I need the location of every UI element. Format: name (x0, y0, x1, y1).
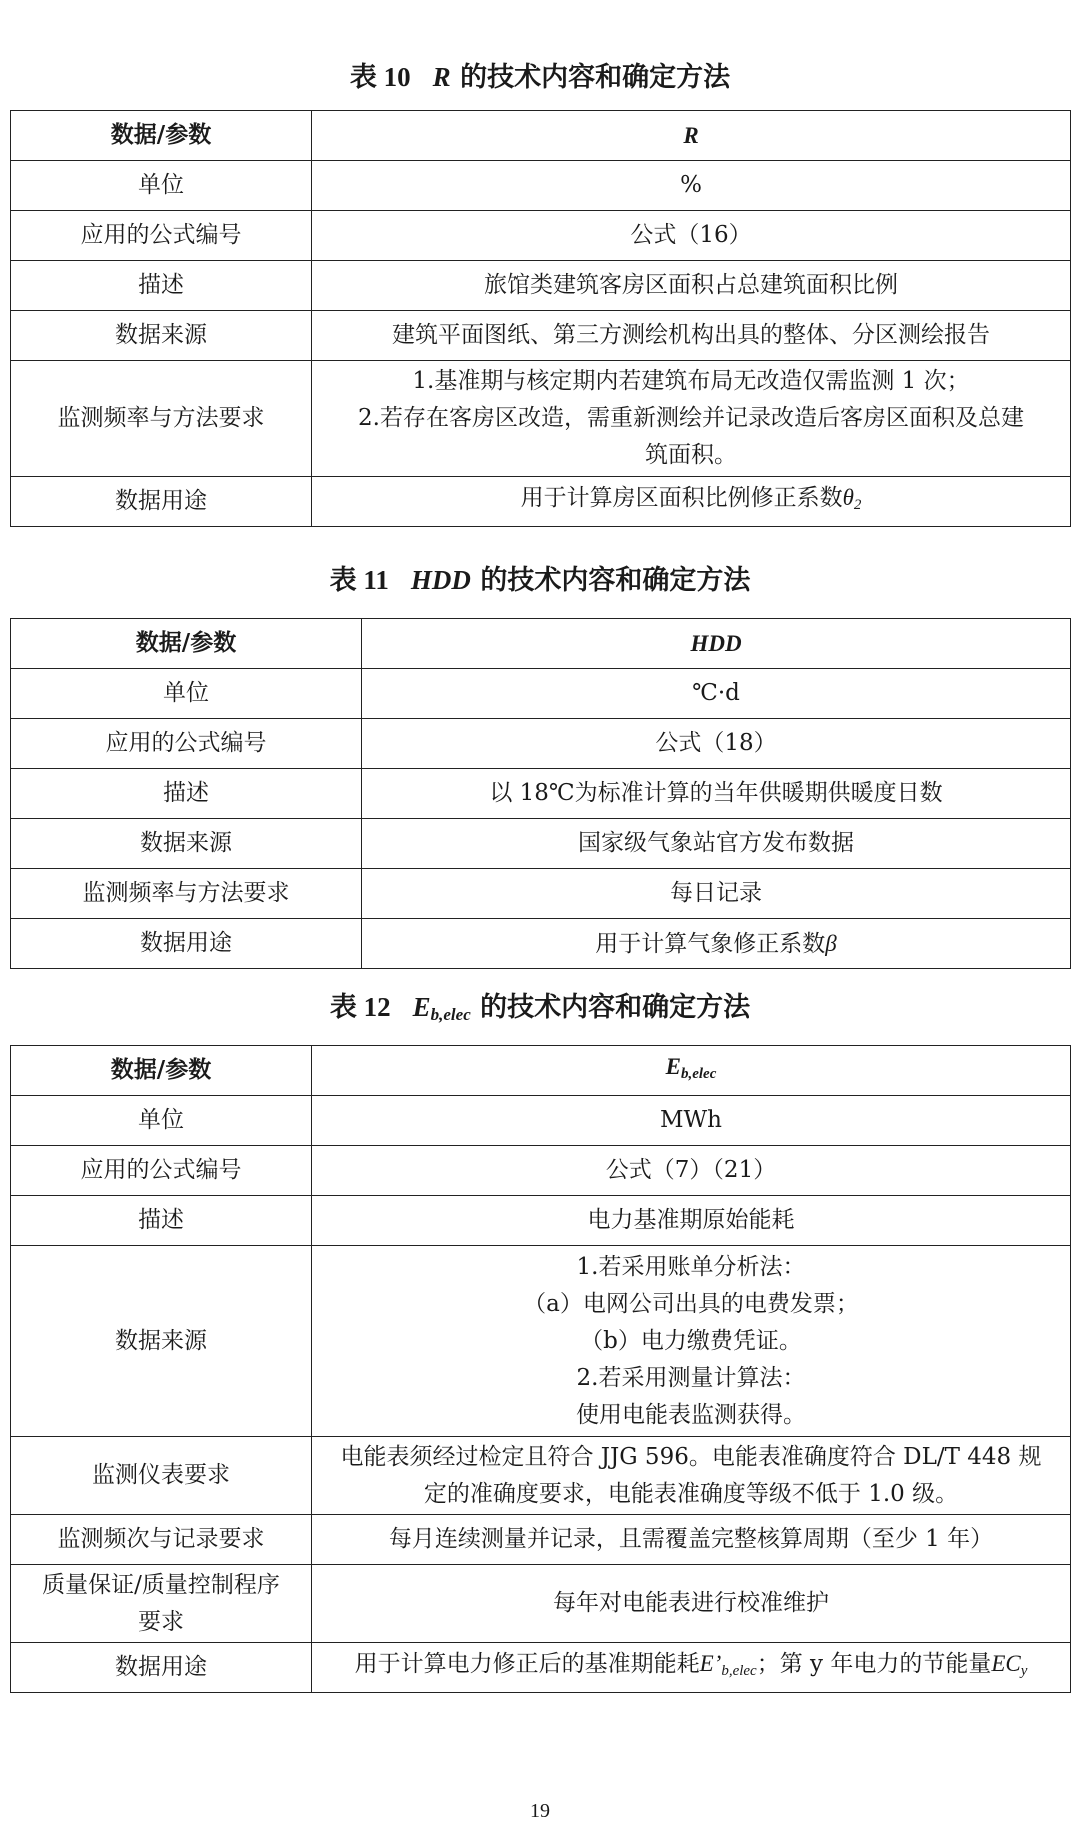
row-value: 国家级气象站官方发布数据 (362, 819, 1071, 869)
table-row-header (11, 1046, 1071, 1096)
row-label: 数据用途 (11, 919, 362, 969)
row-label: 应用的公式编号 (11, 719, 362, 769)
table-10-caption: 表 10 R 的技术内容和确定方法 (349, 62, 731, 93)
page-number: 19 (530, 1800, 550, 1822)
row-value: 用于计算房区面积比例修正系数$\theta_2$ (312, 477, 1071, 527)
row-label: 数据来源 (11, 311, 312, 361)
row-value: 旅馆类建筑客房区面积占总建筑面积比例 (312, 261, 1071, 311)
header-label: 数据/参数 (11, 619, 362, 669)
table-row (11, 477, 1071, 527)
table-12-caption: 表 12 $E_{b,elec}$ 的技术内容和确定方法 (329, 992, 751, 1024)
row-value: 电力基准期原始能耗 (312, 1196, 1071, 1246)
row-value: % (312, 161, 1071, 211)
header-symbol: R (312, 111, 1071, 161)
row-value: 公式（7）（21） (312, 1146, 1071, 1196)
table-row (11, 261, 1071, 311)
table-row (11, 1565, 1071, 1643)
row-value: MWh (312, 1096, 1071, 1146)
row-value: 1.若采用账单分析法： （a）电网公司出具的电费发票； （b）电力缴费凭证。 2.若采用测量计算法： 使用电能表监测获得。 (312, 1246, 1071, 1437)
table-row (11, 361, 1071, 477)
row-label: 描述 (11, 769, 362, 819)
row-label: 监测仪表要求 (11, 1437, 312, 1515)
table-row (11, 869, 1071, 919)
table-row (11, 1515, 1071, 1565)
table-row (11, 1146, 1071, 1196)
row-value: 用于计算电力修正后的基准期能耗$E’_{b,elec}$；第 y 年电力的节能量$EC_y$ (312, 1643, 1071, 1693)
table-row (11, 719, 1071, 769)
table-row (11, 161, 1071, 211)
row-value: 以 18℃为标准计算的当年供暖期供暖度日数 (362, 769, 1071, 819)
table-10 (10, 110, 1071, 527)
row-label: 数据来源 (11, 1246, 312, 1437)
table-row-header (11, 111, 1071, 161)
table-row (11, 311, 1071, 361)
table-row (11, 769, 1071, 819)
table-row (11, 1196, 1071, 1246)
row-label: 应用的公式编号 (11, 211, 312, 261)
table-12 (10, 1045, 1071, 1693)
header-label: 数据/参数 (11, 111, 312, 161)
table-row (11, 1246, 1071, 1437)
row-label: 应用的公式编号 (11, 1146, 312, 1196)
row-label: 数据用途 (11, 477, 312, 527)
row-value: 建筑平面图纸、第三方测绘机构出具的整体、分区测绘报告 (312, 311, 1071, 361)
row-label: 监测频率与方法要求 (11, 869, 362, 919)
row-label: 描述 (11, 1196, 312, 1246)
row-label: 监测频率与方法要求 (11, 361, 312, 477)
row-label: 数据来源 (11, 819, 362, 869)
row-value: 每日记录 (362, 869, 1071, 919)
row-label: 监测频次与记录要求 (11, 1515, 312, 1565)
table-row (11, 669, 1071, 719)
table-row (11, 919, 1071, 969)
header-label: 数据/参数 (11, 1046, 312, 1096)
table-11 (10, 618, 1071, 969)
table-11-caption: 表 11 HDD 的技术内容和确定方法 (329, 565, 751, 596)
table-row (11, 1437, 1071, 1515)
table-row (11, 1096, 1071, 1146)
row-value: 用于计算气象修正系数β (362, 919, 1071, 969)
row-value: ℃·d (362, 669, 1071, 719)
row-value: 每年对电能表进行校准维护 (312, 1565, 1071, 1643)
row-label: 数据用途 (11, 1643, 312, 1693)
table-row (11, 1643, 1071, 1693)
header-symbol: $E_{b,elec}$ (312, 1046, 1071, 1096)
header-symbol: HDD (362, 619, 1071, 669)
row-label: 质量保证/质量控制程序 要求 (11, 1565, 312, 1643)
row-label: 描述 (11, 261, 312, 311)
row-value: 每月连续测量并记录，且需覆盖完整核算周期（至少 1 年） (312, 1515, 1071, 1565)
row-label: 单位 (11, 161, 312, 211)
table-row (11, 211, 1071, 261)
row-label: 单位 (11, 1096, 312, 1146)
table-row-header (11, 619, 1071, 669)
row-value: 1.基准期与核定期内若建筑布局无改造仅需监测 1 次； 2.若存在客房区改造，需重新测绘并记录改造后客房区面积及总建 筑面积。 (312, 361, 1071, 477)
row-value: 电能表须经过检定且符合 JJG 596。电能表准确度符合 DL/T 448 规 定的准确度要求，电能表准确度等级不低于 1.0 级。 (312, 1437, 1071, 1515)
row-value: 公式（18） (362, 719, 1071, 769)
table-row (11, 819, 1071, 869)
row-label: 单位 (11, 669, 362, 719)
row-value: 公式（16） (312, 211, 1071, 261)
